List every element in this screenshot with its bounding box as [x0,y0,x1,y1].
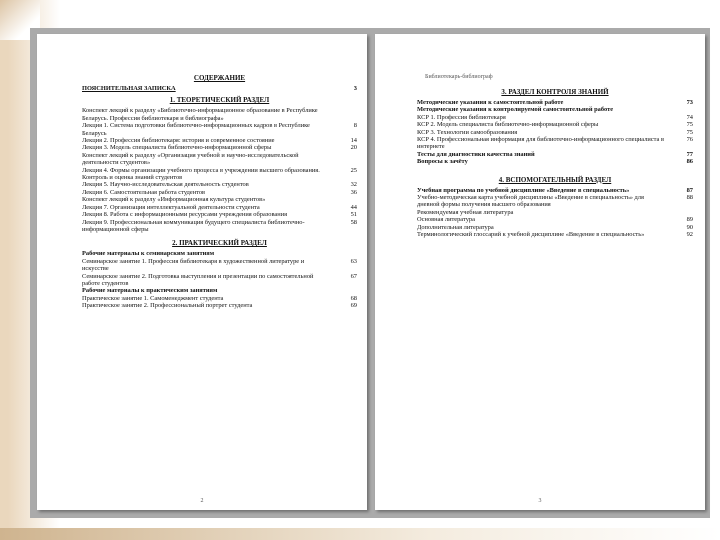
right-page [375,34,705,510]
section2-heading: 2. ПРАКТИЧЕСКИЙ РАЗДЕЛ [172,239,267,248]
toc-row-page: 58 [350,218,357,226]
toc-row[interactable] [417,224,693,231]
toc-row[interactable] [82,152,357,167]
bottom-decoration-bar [0,528,720,540]
toc-row[interactable] [82,122,357,137]
toc-row[interactable] [82,302,357,309]
toc-row[interactable] [417,209,693,216]
toc-row[interactable] [417,194,693,209]
toc-row-text: Лекция 8. Работа с информационными ресурсами учреждения образования [82,211,288,219]
toc-row-page: 20 [350,144,357,152]
section4-list [417,187,693,239]
toc-row-text: Конспект лекций к разделу «Организация учебной и научно-исследовательской деятельности студентов» [82,151,299,167]
toc-row-text: Лекция 3. Модель специалиста библиотечно-информационной сферы [82,144,272,152]
toc-row-page: 32 [350,181,357,189]
toc-row-page: 86 [686,158,693,166]
toc-row-page: 74 [686,113,693,121]
toc-row[interactable] [417,231,693,238]
toc-row-page: 92 [686,231,693,239]
toc-row[interactable] [417,114,693,121]
toc-row-text: Рабочие материалы к практическим занятиям [82,287,218,295]
toc-row[interactable] [417,216,693,223]
toc-row-text: Учебно-методическая карта учебной дисциплины «Введение в специальность» для дневной формы получения высшего образования [417,194,644,209]
toc-row[interactable] [82,258,357,273]
toc-row-page: 76 [686,136,693,144]
section3-list [417,99,693,166]
toc-row-page: 77 [686,150,693,158]
toc-row-text: КСР 4. Профессиональная информация для библиотечно-информационного специалиста в интернете [417,136,664,151]
running-header: Библиотекарь-библиограф [425,74,493,80]
toc-row[interactable] [417,187,693,194]
toc-row-text: Конспект лекций к разделу «Информационная культура студентов» [82,196,266,204]
toc-row-text: Семинарское занятие 1. Профессия библиотекаря в художественной литературе и искусстве [82,257,305,273]
toc-row[interactable] [82,273,357,288]
toc-row-text: Практическое занятие 2. Профессиональный портрет студента [82,302,253,310]
toc-row-page: 87 [686,186,693,194]
toc-row[interactable] [82,167,357,182]
toc-row-page: 68 [350,294,357,302]
toc-row-page: 44 [350,203,357,211]
toc-row[interactable] [82,250,357,257]
toc-row-text: КСР 2. Модель специалиста библиотечно-информационной сферы [417,121,599,129]
section2-list [82,250,357,309]
toc-row[interactable] [82,204,357,211]
toc-row-text: Конспект лекций к разделу «Библиотечно-информационное образование в Республике Беларусь. Профессия библиотекаря и библиографа» [82,107,318,122]
toc-row[interactable] [82,181,357,188]
section1-list [82,107,357,233]
toc-row[interactable] [82,295,357,302]
toc-row-page: 67 [350,272,357,280]
section3-heading: 3. РАЗДЕЛ КОНТРОЛЯ ЗНАНИЙ [501,88,609,96]
toc-row-text: Основная литература [417,216,475,224]
toc-row-text: Лекция 1. Система подготовки библиотечно-информационных кадров в Республике Беларусь [82,122,310,137]
toc-row-text: Вопросы к зачёту [417,158,468,166]
contents-title: СОДЕРЖАНИЕ [193,74,246,82]
toc-row-page: 63 [350,257,357,265]
toc-row-text: Лекция 9. Профессиональная коммуникация будущего специалиста библиотечно-информационной сферы [82,218,305,233]
toc-row-text: Рекомендуемая учебная литература [417,208,514,216]
toc-row[interactable] [417,151,693,158]
toc-row-page: 3 [353,85,357,92]
toc-row[interactable] [82,137,357,144]
toc-row[interactable] [82,196,357,203]
page-number: 3 [538,498,542,504]
toc-row-text: Методические указания к самостоятельной работе [417,99,564,106]
toc-row[interactable] [82,107,357,122]
page-number: 2 [200,498,204,504]
toc-row-text: Лекция 5. Научно-исследовательская деятельность студентов [82,181,249,189]
toc-row[interactable] [417,121,693,128]
toc-row[interactable] [82,219,357,234]
toc-row[interactable] [417,158,693,165]
toc-row-page: 89 [686,216,693,224]
toc-row-text: Учебная программа по учебной дисциплине «Введение в специальность» [417,186,630,194]
toc-row-page: 90 [686,223,693,231]
toc-row-page: 75 [686,121,693,129]
toc-row[interactable] [82,211,357,218]
toc-row-page: 25 [350,166,357,174]
toc-row-text: КСР 1. Профессия библиотекаря [417,113,506,121]
toc-row[interactable] [82,287,357,294]
toc-row-text: Лекция 6. Самостоятельная работа студентов [82,188,206,196]
toc-row[interactable] [417,136,693,151]
toc-row-page: 69 [350,302,357,310]
toc-row-text: Лекция 4. Формы организации учебного процесса в учреждении высшего образования. Контроль и оценка знаний студентов [82,166,320,182]
section1-heading: 1. ТЕОРЕТИЧЕСКИЙ РАЗДЕЛ [169,96,270,105]
section4-heading: 4. ВСПОМОГАТЕЛЬНЫЙ РАЗДЕЛ [498,175,612,184]
toc-row-page: 36 [350,188,357,196]
toc-row[interactable] [82,144,357,151]
toc-row-text: Семинарское занятие 2. Подготовка выступления и презентации по самостоятельной работе студентов [82,272,314,287]
toc-row[interactable] [417,106,693,113]
toc-row-text: Практическое занятие 1. Самоменеджмент студента [82,294,224,302]
toc-row-text: Лекция 7. Организация интеллектуальной деятельности студента [82,203,260,211]
toc-row-page: 73 [686,99,693,106]
toc-row-page: 14 [350,137,357,145]
toc-row-text: Терминологический глоссарий к учебной дисциплине «Введение в специальность» [417,231,645,239]
toc-row[interactable] [417,129,693,136]
toc-row-text: Методические указания к контролируемой самостоятельной работе [417,106,614,114]
toc-row-text: ПОЯСНИТЕЛЬНАЯ ЗАПИСКА [82,85,176,92]
toc-row-page: 88 [686,194,693,202]
toc-row-text: Лекция 2. Профессия библиотекаря: история и современное состояние [82,137,275,145]
left-page [37,34,367,510]
toc-row-page: 8 [353,122,357,130]
toc-row-text: КСР 3. Технологии самообразования [417,128,518,136]
toc-row[interactable] [417,99,693,106]
toc-row-page: 75 [686,128,693,136]
document-viewer [30,28,710,518]
toc-row[interactable] [82,189,357,196]
toc-row-page: 51 [350,211,357,219]
toc-row-intro[interactable] [82,85,357,92]
toc-row-text: Рабочие материалы к семинарским занятиям [82,250,215,258]
toc-row-text: Тесты для диагностики качества знаний [417,150,535,158]
toc-row-text: Дополнительная литература [417,223,494,231]
